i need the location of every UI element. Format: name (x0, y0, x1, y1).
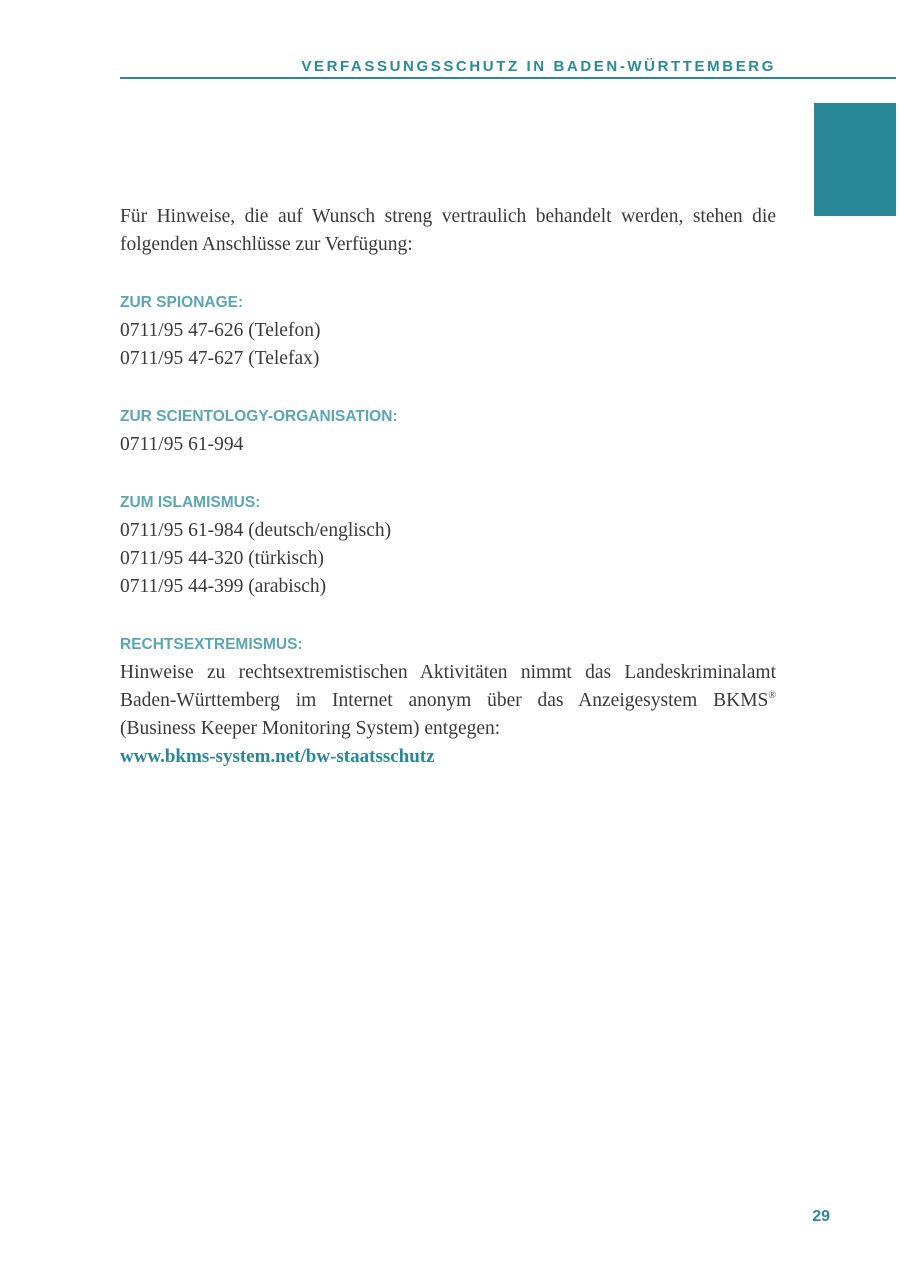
section-heading-spionage: ZUR SPIONAGE: (120, 294, 244, 311)
section-islamismus (120, 489, 776, 601)
paragraph-line-with-mark (120, 687, 776, 715)
phone-line: 0711/95 44-320 (türkisch) (120, 548, 324, 569)
section-rechtsextremismus (120, 631, 776, 771)
section-heading-scientology: ZUR SCIENTOLOGY-ORGANISATION: (120, 408, 398, 425)
intro-paragraph (120, 203, 776, 259)
page-content (120, 203, 776, 771)
running-header-title: VERFASSUNGSSCHUTZ IN BADEN-WÜRTTEMBERG (301, 58, 776, 75)
rechtsextremismus-paragraph (120, 659, 776, 743)
section-spionage (120, 289, 776, 373)
phone-list-scientology (120, 431, 776, 459)
section-heading-islamismus: ZUM ISLAMISMUS: (120, 494, 261, 511)
phone-line: 0711/95 61-984 (deutsch/englisch) (120, 520, 392, 541)
intro-line: folgenden Anschlüsse zur Verfügung: (120, 234, 413, 255)
chapter-thumb-tab (814, 103, 896, 216)
paragraph-line: (Business Keeper Monitoring System) entgegen: (120, 718, 501, 739)
paragraph-line: Hinweise zu rechtsextremistischen Aktivitäten nimmt das Landeskriminalamt (120, 662, 776, 683)
phone-list-spionage (120, 317, 776, 373)
paragraph-line-text: Baden-Württemberg im Internet anonym über das Anzeigesystem BKMS (120, 690, 769, 711)
page-number: 29 (812, 1208, 830, 1225)
intro-line: Für Hinweise, die auf Wunsch streng vertraulich behandelt werden, stehen die (120, 206, 776, 227)
phone-line: 0711/95 61-994 (120, 434, 244, 455)
phone-line: 0711/95 47-627 (Telefax) (120, 348, 320, 369)
phone-line: 0711/95 47-626 (Telefon) (120, 320, 321, 341)
section-scientology (120, 403, 776, 459)
header-rule (120, 77, 896, 79)
bkms-link[interactable]: www.bkms-system.net/bw-staatsschutz (120, 746, 435, 767)
phone-list-islamismus (120, 517, 776, 601)
section-heading-rechtsextremismus: RECHTSEXTREMISMUS: (120, 636, 303, 653)
registered-trademark-mark: ® (768, 690, 776, 701)
phone-line: 0711/95 44-399 (arabisch) (120, 576, 327, 597)
